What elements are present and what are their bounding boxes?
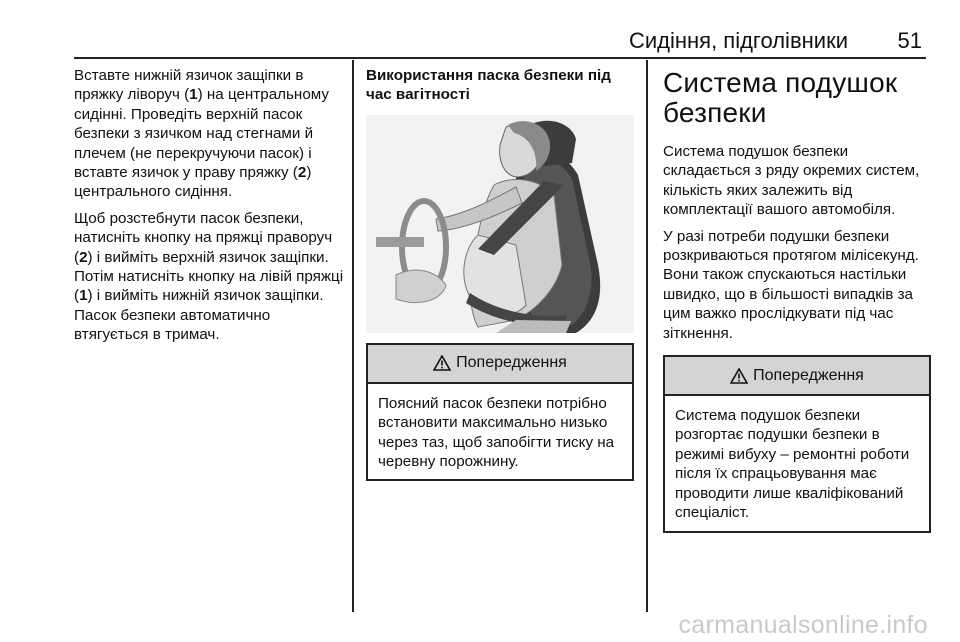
column-divider-2 [646, 60, 648, 612]
column-2 [366, 66, 634, 481]
page-number: 51 [897, 28, 922, 53]
warning-text: Система подушок безпеки розгортає подушки безпеки в режимі вибуху – ремонтні роботи після їх спрацьовування має проводити лише кваліфікований спеціаліст. [675, 407, 910, 522]
warning-triangle-icon [433, 355, 451, 371]
warning-title: Попередження [456, 354, 567, 372]
header-divider [74, 57, 926, 59]
ref-1: 1 [189, 86, 198, 104]
ref-1: 1 [79, 287, 88, 305]
page-header-title: Сидіння, підголівники [628, 28, 848, 53]
column-1 [74, 66, 346, 352]
column-divider-1 [352, 60, 354, 612]
unfastening-paragraph: Щоб розстебнути пасок безпеки, натисніть кнопку на пряжці праворуч (2) і вийміть верхній язичок защіпки. Потім натисніть кнопку на лівій пряжці (1) і вийміть нижній язичок защіпки. Пасок безпеки автоматично втягується в тримач. [74, 209, 344, 344]
fastening-paragraph: Вставте нижній язичок защіпки в пряжку ліворуч (1) на центральному сидінні. Проведіть верхній пасок безпеки з язичком над стегнами й плечем (не перекручуючи пасок) і вставте язичок у праву пряжку (2) центрального сидіння. [74, 67, 329, 201]
pregnant-woman-seatbelt-illustration [366, 115, 634, 333]
ref-2: 2 [79, 248, 88, 266]
ref-2: 2 [297, 164, 307, 182]
warning-box-airbag [663, 355, 931, 532]
warning-box-pregnancy [366, 343, 634, 482]
pregnancy-heading: Використання паска безпеки під час вагітності [366, 67, 611, 104]
warning-triangle-icon [730, 368, 748, 384]
airbag-intro-paragraph: Система подушок безпеки складається з ряду окремих систем, кількість яких залежить від комплектації вашого автомобіля. [663, 143, 920, 219]
warning-text: Поясний пасок безпеки потрібно встановити максимально низько через таз, щоб запобігти тиску на черевну порожнину. [378, 394, 615, 471]
warning-title: Попередження [753, 366, 864, 384]
watermark: carmanualsonline.info [678, 611, 928, 639]
section-title: Система подушок безпеки [663, 67, 898, 128]
column-3 [663, 66, 931, 533]
airbag-deploy-paragraph: У разі потреби подушки безпеки розкриваються протягом мілісекунд. Вони також спускаються настільки швидко, що в більшості випадків за цим важко прослідкувати під час зіткнення. [663, 227, 919, 342]
